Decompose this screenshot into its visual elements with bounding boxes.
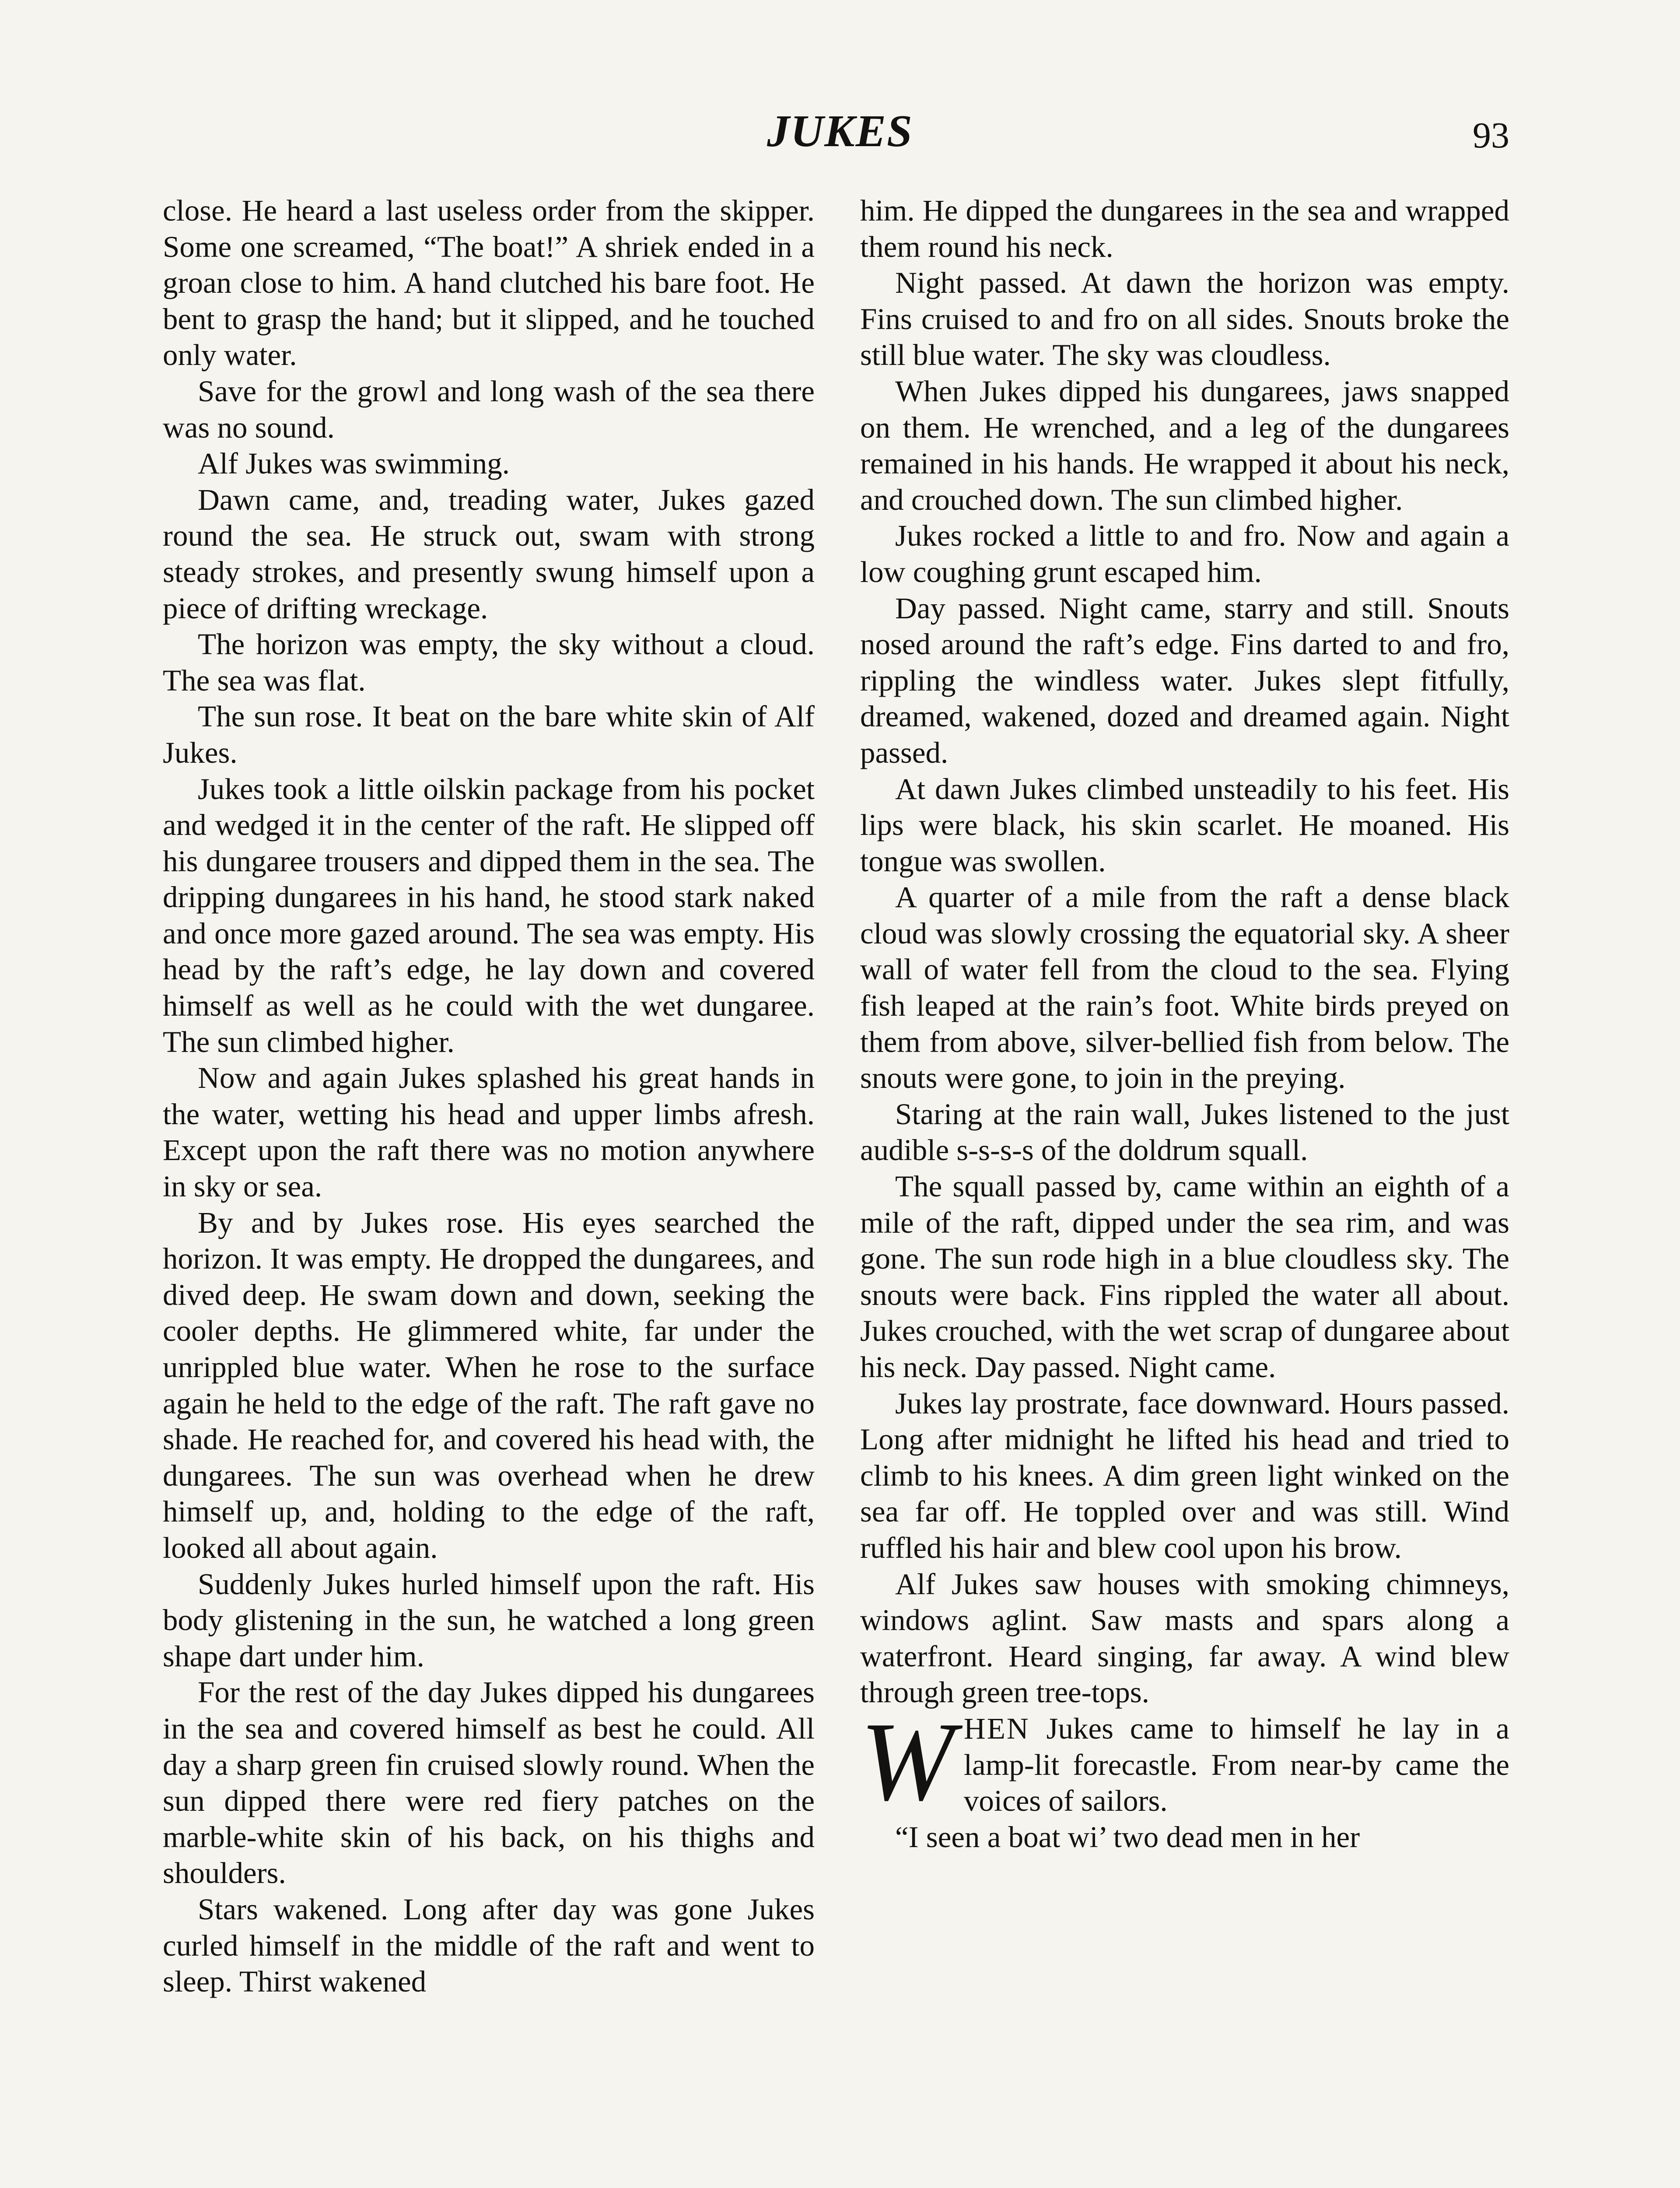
paragraph: The sun rose. It beat on the bare white skin of Alf Jukes. [163,700,815,769]
paragraph: Jukes rocked a little to and fro. Now and again a low coughing grunt escaped him. [860,519,1509,589]
paragraph: Save for the growl and long wash of the sea there was no sound. [163,374,815,444]
paragraph: Jukes lay prostrate, face downward. Hours passed. Long after midnight he lifted his head and tried to climb to his knees. A dim green light winked on the sea far off. He toppled over and was still. Wind ruffled his hair and blew cool upon his brow. [860,1386,1509,1564]
paragraph: Now and again Jukes splashed his great hands in the water, wetting his head and upper limbs afresh. Except upon the raft there was no motion anywhere in sky or sea. [163,1061,815,1203]
drop-cap: W [860,1698,954,1824]
paragraph: At dawn Jukes climbed unsteadily to his feet. His lips were black, his skin scarlet. He moaned. His tongue was swollen. [860,772,1509,878]
paragraph: Night passed. At dawn the horizon was empty. Fins cruised to and fro on all sides. Snouts broke the still blue water. The sky was cloudless. [860,266,1509,372]
paragraph: him. He dipped the dungarees in the sea and wrapped them round his neck. [860,194,1509,263]
page-number: 93 [1473,115,1509,156]
left-column [163,193,815,2000]
paragraph: Suddenly Jukes hurled himself upon the raft. His body glistening in the sun, he watched a long green shape dart under him. [163,1567,815,1673]
paragraph: A quarter of a mile from the raft a dense black cloud was slowly crossing the equatorial sky. A sheer wall of water fell from the cloud to the sea. Flying fish leaped at the rain’s foot. White birds preyed on them from above, silver-bellied fish from below. The snouts were gone, to join in the preying. [860,880,1509,1095]
opening-text: Jukes came to himself he lay in a lamp-lit forecastle. From near-by came the voices of sailors. [963,1711,1509,1818]
paragraph: The squall passed by, came within an eighth of a mile of the raft, dipped under the sea rim, and was gone. The sun rode high in a blue cloudless sky. The snouts were back. Fins rippled the water all about. Jukes crouched, with the wet scrap of dungaree about his neck. Day passed. Night came. [860,1170,1509,1384]
paragraph: “I seen a boat wi’ two dead men in her [895,1820,1360,1854]
paragraph: Staring at the rain wall, Jukes listened to the just audible s-s-s-s of the doldrum squall. [860,1097,1509,1167]
paragraph: When Jukes dipped his dungarees, jaws snapped on them. He wrenched, and a leg of the dungarees remained in his hands. He wrapped it about his neck, and crouched down. The sun climbed higher. [860,374,1509,516]
page-header [0,101,1680,162]
paragraph: For the rest of the day Jukes dipped his dungarees in the sea and covered himself as best he could. All day a sharp green fin cruised slowly round. When the sun dipped there were red fiery patches on the marble-white skin of his back, on his thighs and shoulders. [163,1676,815,1890]
running-title: JUKES [767,106,913,156]
paragraph: Alf Jukes saw houses with smoking chimneys, windows aglint. Saw masts and spars along a waterfront. Heard singing, far away. A wind blew through green tree-tops. [860,1567,1509,1709]
paragraph: By and by Jukes rose. His eyes searched the horizon. It was empty. He dropped the dungarees, and dived deep. He swam down and down, seeking the cooler depths. He glimmered white, far under the unrippled blue water. When he rose to the surface again he held to the edge of the raft. The raft gave no shade. He reached for, and covered his head with, the dungarees. The sun was overhead when he drew himself up, and, holding to the edge of the raft, looked all about again. [163,1206,815,1564]
right-column [860,193,1509,1855]
paragraph: Jukes took a little oilskin package from his pocket and wedged it in the center of the raft. He slipped off his dungaree trousers and dipped them in the sea. The dripping dungarees in his hand, he stood stark naked and once more gazed around. The sea was empty. His head by the raft’s edge, he lay down and covered himself as well as he could with the wet dungaree. The sun climbed higher. [163,772,815,1059]
opening-word: HEN [963,1711,1030,1745]
paragraph: Alf Jukes was swimming. [198,447,510,480]
paragraph: The horizon was empty, the sky without a cloud. The sea was flat. [163,628,815,697]
paragraph: Stars wakened. Long after day was gone Jukes curled himself in the middle of the raft and went to sleep. Thirst wakened [163,1892,815,1999]
paragraph: close. He heard a last useless order from the skipper. Some one screamed, “The boat!” A shriek ended in a groan close to him. A hand clutched his bare foot. He bent to grasp the hand; but it slipped, and he touched only water. [163,194,815,372]
section-opening-paragraph [860,1698,1509,1824]
paragraph: Day passed. Night came, starry and still. Snouts nosed around the raft’s edge. Fins darted to and fro, rippling the windless water. Jukes slept fitfully, dreamed, wakened, dozed and dreamed again. Night passed. [860,591,1509,769]
paragraph: Dawn came, and, treading water, Jukes gazed round the sea. He struck out, swam with strong steady strokes, and presently swung himself upon a piece of drifting wreckage. [163,483,815,625]
